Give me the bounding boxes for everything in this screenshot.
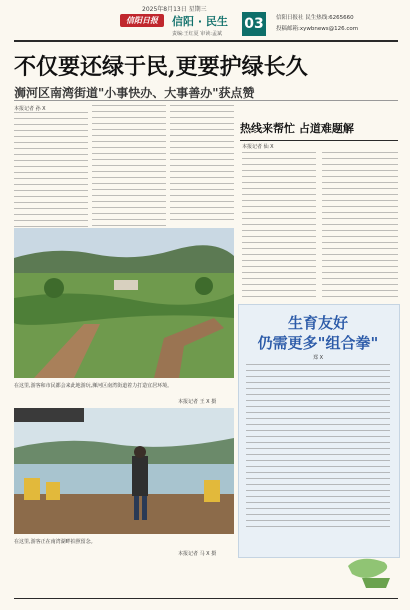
lead-headline: 不仅要还绿于民,更要护绿长久 — [14, 54, 308, 80]
lead-text-col-3 — [170, 105, 234, 225]
masthead-text: 信阳日报 — [126, 16, 158, 25]
photo2-caption: 在这里,游客正在南湾湖畔拍照留念。 — [14, 539, 96, 545]
column1-text-col-2 — [322, 152, 398, 300]
editor-line: 责编:王红夏 审读:孟斌 — [172, 31, 222, 37]
column-brand — [300, 552, 400, 592]
column1-text-col-1 — [242, 152, 316, 300]
footer-rule — [14, 598, 398, 599]
feature-title-1: 生育友好 — [287, 314, 348, 332]
page-number: 03 — [244, 16, 264, 32]
feature-byline: 郑 X — [312, 355, 323, 361]
header-rule — [14, 40, 398, 42]
hotline-2: 投稿邮箱:xywbnews@126.com — [276, 26, 359, 32]
date-line: 2025年8月13日 星期三 — [142, 6, 207, 13]
photo-park-boardwalk — [14, 228, 234, 378]
feature-text — [246, 364, 390, 532]
photo1-caption: 在这里,游客和市民都会来此地游玩,浉河区南湾街道着力打造宜居环境。 — [14, 383, 173, 389]
hotline-1: 信阳日报社 民生热线:6265660 — [276, 15, 354, 21]
photo-lake-terrace — [14, 408, 234, 534]
column1-byline: 本报记者 仙 X — [242, 144, 274, 150]
column1-header — [240, 120, 400, 138]
headline-rule — [14, 100, 398, 101]
section-name: 信阳 · 民生 — [172, 15, 228, 28]
lead-byline: 本报记者 孙 X — [14, 106, 46, 112]
photo2-credit: 本报记者 马 X 摄 — [178, 551, 217, 557]
masthead-logo — [120, 14, 164, 27]
column1-title: 热线来帮忙 占道难题解 — [240, 122, 354, 135]
lead-subheadline: 浉河区南湾街道"小事快办、大事善办"获点赞 — [14, 86, 255, 100]
column1-rule — [240, 140, 398, 141]
page-header — [0, 0, 410, 44]
feature-title-2: 仍需更多"组合拳" — [257, 334, 379, 352]
page-number-box — [242, 12, 266, 36]
photo1-credit: 本报记者 王 X 摄 — [178, 399, 217, 405]
tea-cup-icon — [300, 552, 400, 592]
